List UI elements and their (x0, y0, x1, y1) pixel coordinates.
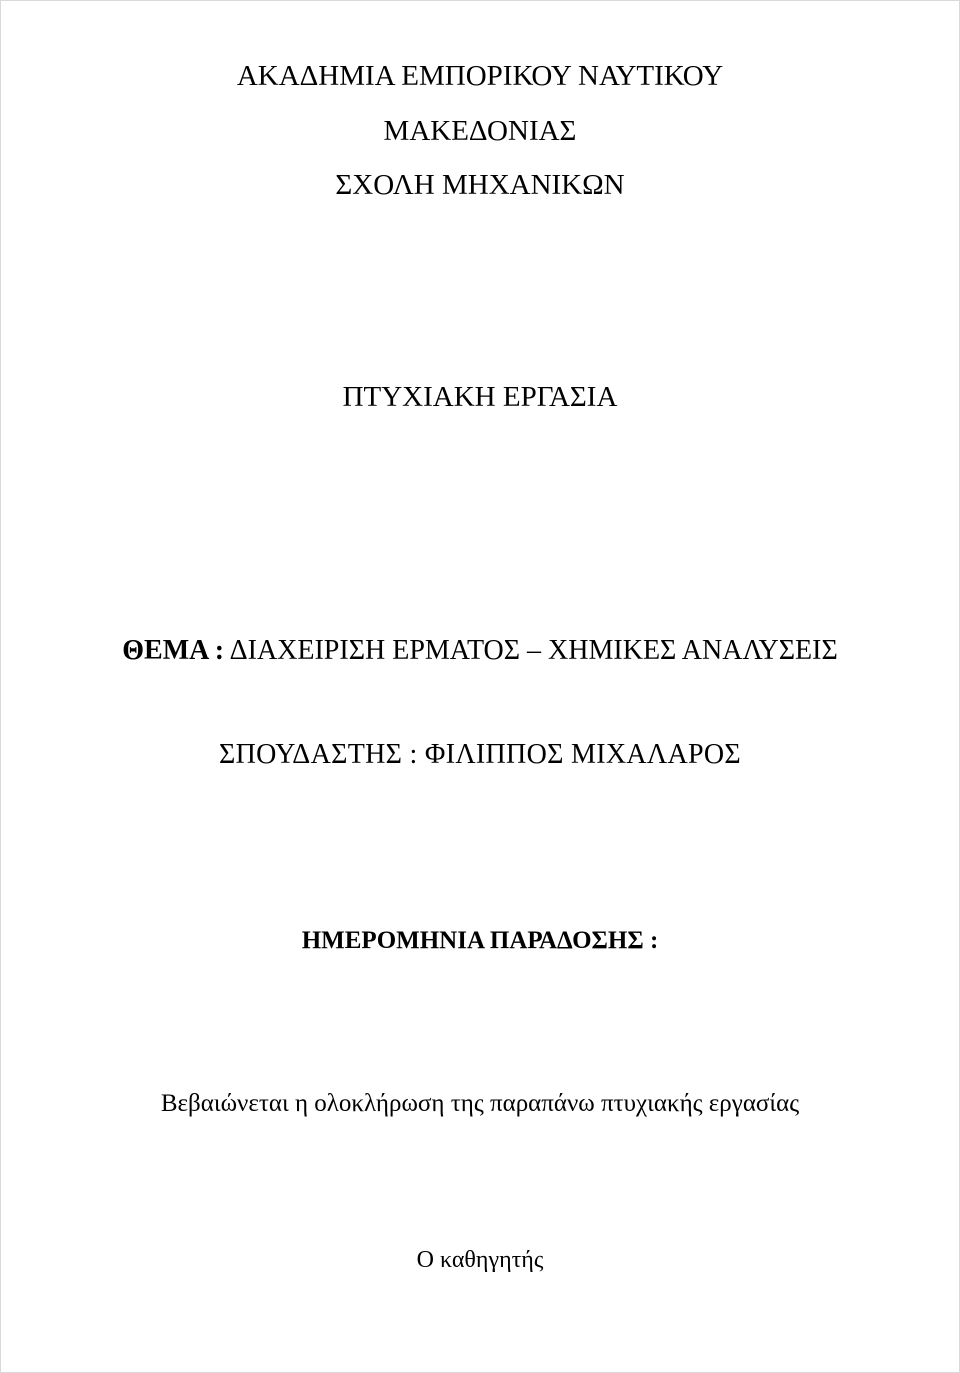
subject-label: ΘΕΜΑ : (122, 635, 225, 666)
subject-value: ΔΙΑΧΕΙΡΙΣΗ ΕΡΜΑΤΟΣ – ΧΗΜΙΚΕΣ ΑΝΑΛΥΣΕΙΣ (229, 635, 838, 666)
thesis-type: ΠΤΥΧΙΑΚΗ ΕΡΓΑΣΙΑ (342, 381, 618, 413)
student-label: ΣΠΟΥΔΑΣΤΗΣ : (219, 739, 418, 770)
thesis-subject (0, 637, 960, 665)
academy-region: ΜΑΚΕΔΟΝΙΑΣ (383, 115, 577, 147)
certification-text: Βεβαιώνεται η ολοκλήρωση της παραπάνω πτυχιακής εργασίας (160, 1090, 800, 1117)
school-name: ΣΧΟΛΗ ΜΗΧΑΝΙΚΩΝ (335, 169, 625, 201)
academy-name: ΑΚΑΔΗΜΙΑ ΕΜΠΟΡΙΚΟΥ ΝΑΥΤΙΚΟΥ (236, 60, 724, 92)
student-line (0, 741, 960, 769)
professor-signature-label: Ο καθηγητής (416, 1247, 544, 1273)
delivery-date-label: ΗΜΕΡΟΜΗΝΙΑ ΠΑΡΑΔΟΣΗΣ : (301, 927, 659, 954)
student-name: ΦΙΛΙΠΠΟΣ ΜΙΧΑΛΑΡΟΣ (424, 739, 741, 770)
